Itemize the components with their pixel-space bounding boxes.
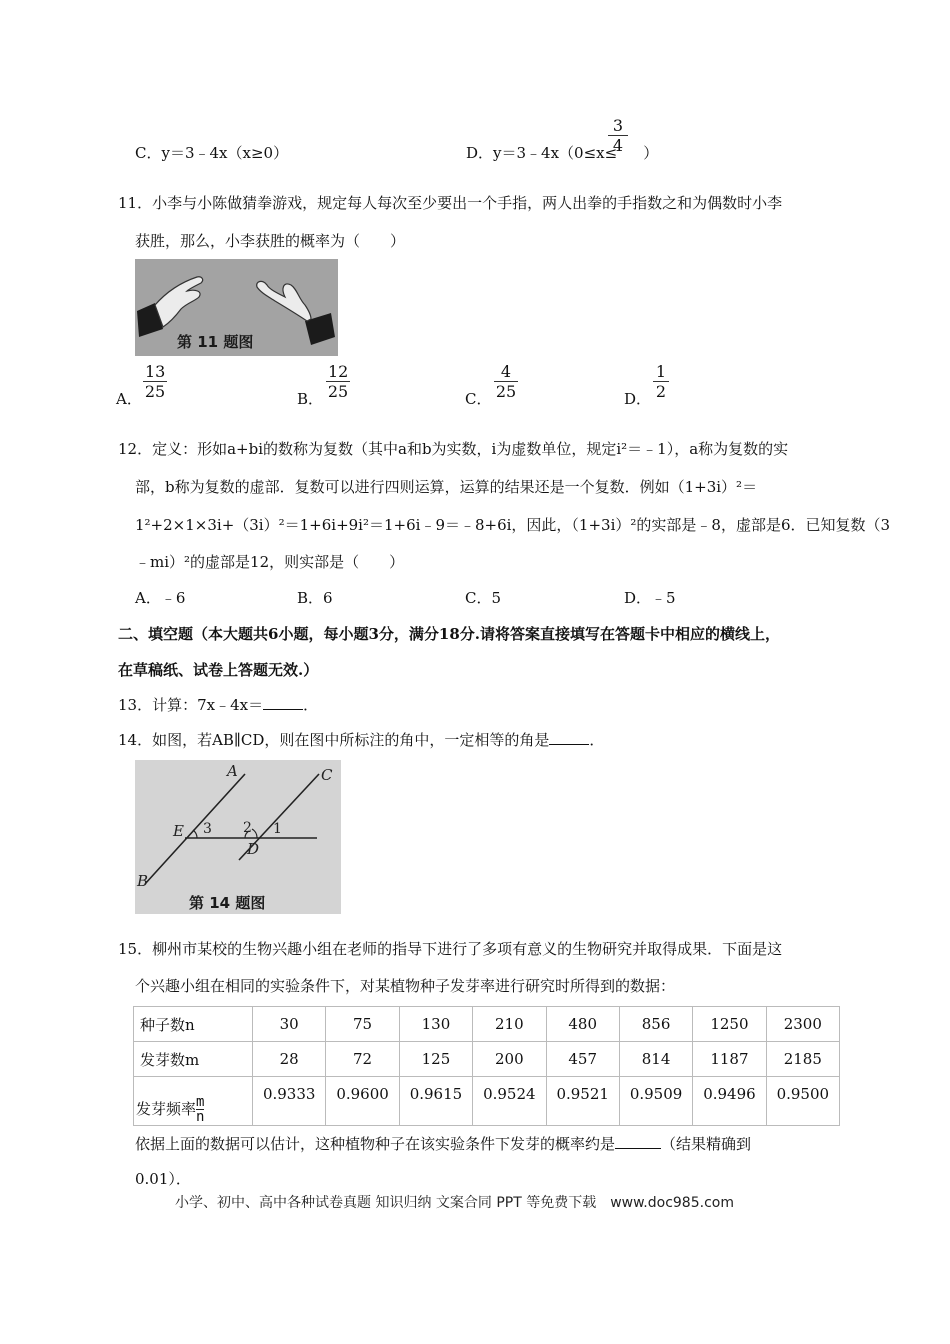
point-d-label: D: [247, 840, 260, 858]
table-cell: 457: [546, 1042, 619, 1077]
table-cell: 200: [473, 1042, 546, 1077]
q11-hands-figure: [135, 259, 338, 356]
table-cell: 1187: [693, 1042, 766, 1077]
row-head-germination-rate: [134, 1077, 253, 1126]
q12-option-d: D．﹣5: [624, 589, 676, 607]
table-cell: 1250: [693, 1007, 766, 1042]
table-cell: 0.9509: [619, 1077, 692, 1126]
angle-3-label: 3: [203, 821, 212, 837]
q15-after-text: 依据上面的数据可以估计，这种植物种子在该实验条件下发芽的概率约是: [135, 1135, 616, 1153]
table-cell: 28: [253, 1042, 326, 1077]
q12-line3: 1²+2×1×3i+（3i）²＝1+6i+9i²＝1+6i﹣9＝﹣8+6i，因此，（1+3i）²的实部是﹣8，虚部是6．已知复数（3: [135, 516, 891, 534]
q14-answer-blank: [549, 730, 589, 745]
q11-figure-caption: 第 11 题图: [177, 333, 254, 351]
q11-option-c-fraction: [494, 364, 518, 400]
q15-line1: 15．柳州市某校的生物兴趣小组在老师的指导下进行了多项有意义的生物研究并取得成果．下面是这: [118, 940, 783, 958]
q12-line2: 部，b称为复数的虚部．复数可以进行四则运算，运算的结果还是一个复数．例如（1+3i）²＝: [135, 478, 758, 496]
q12-line1: 12．定义：形如a+bi的数称为复数（其中a和b为实数，i为虚数单位，规定i²＝﹣1），a称为复数的实: [118, 440, 789, 458]
q10-option-c: C．y＝3﹣4x（x≥0）: [135, 144, 289, 162]
parallel-lines-diagram: [135, 760, 341, 914]
q12-option-b: B．6: [297, 589, 333, 607]
q11-d-den: 2: [655, 382, 667, 401]
q12-line4: ﹣mi）²的虚部是12，则实部是（ ）: [135, 553, 405, 571]
angle-2-label: 2: [243, 820, 252, 836]
q14-text: 14．如图，若AB∥CD，则在图中所标注的角中，一定相等的角是: [118, 731, 550, 749]
q10-option-d-prefix: D．y＝3﹣4x（0≤x≤: [466, 144, 618, 162]
section2-heading-line1: 二、填空题（本大题共6小题，每小题3分，满分18分.请将答案直接填写在答题卡中相应的横线上，: [118, 625, 780, 643]
q11-option-a-label: A．: [116, 390, 142, 408]
row-head-germinated-count: 发芽数m: [134, 1042, 253, 1077]
table-cell: 75: [326, 1007, 399, 1042]
q15-after-end: （结果精确到: [661, 1135, 752, 1153]
table-cell: 130: [399, 1007, 472, 1042]
q14-parallel-lines-figure: [135, 760, 341, 914]
q11-c-num: 4: [494, 364, 518, 382]
angle-1-label: 1: [273, 821, 282, 837]
table-cell: 125: [399, 1042, 472, 1077]
q11-option-c-label: C．: [465, 390, 492, 408]
rate-frac-den: n: [196, 1109, 205, 1126]
q14: [118, 729, 604, 750]
q13-answer-blank: [263, 695, 303, 710]
table-row-seed-count: [134, 1007, 840, 1042]
q11-line1: 11．小李与小陈做猜拳游戏，规定每人每次至少要出一个手指，两人出拳的手指数之和为偶数时小李: [118, 194, 783, 212]
rate-head-text: 发芽频率: [136, 1099, 197, 1118]
row-head-seed-count: 种子数n: [134, 1007, 253, 1042]
q11-option-b-fraction: [326, 364, 350, 400]
q12-option-c: C．5: [465, 589, 502, 607]
table-cell: 2185: [766, 1042, 839, 1077]
q11-line2: 获胜，那么，小李获胜的概率为（ ）: [135, 232, 406, 250]
rate-head-fraction: [196, 1095, 204, 1125]
table-row-germination-rate: [134, 1077, 840, 1126]
table-cell: 0.9600: [326, 1077, 399, 1126]
q11-option-a-fraction: [143, 364, 167, 400]
table-cell: 0.9615: [399, 1077, 472, 1126]
point-b-label: B: [137, 872, 149, 890]
table-cell: 0.9333: [253, 1077, 326, 1126]
point-a-label: A: [227, 762, 238, 780]
germination-data-table: [133, 1006, 840, 1126]
q11-option-d-fraction: [653, 364, 669, 400]
q13-end: ．: [303, 696, 319, 714]
q10-d-frac-den: 4: [612, 136, 624, 155]
q14-figure-caption: 第 14 题图: [189, 894, 266, 912]
table-cell: 210: [473, 1007, 546, 1042]
table-cell: 814: [619, 1042, 692, 1077]
table-cell: 0.9524: [473, 1077, 546, 1126]
q10-d-frac-num: 3: [608, 118, 628, 136]
table-cell: 0.9500: [766, 1077, 839, 1126]
point-e-label: E: [173, 822, 184, 840]
q11-b-num: 12: [328, 362, 349, 381]
table-cell: 0.9521: [546, 1077, 619, 1126]
rate-frac-num: m: [196, 1093, 205, 1110]
table-cell: 30: [253, 1007, 326, 1042]
q15-after-line2: 0.01）．: [135, 1170, 191, 1188]
q15-answer-blank: [615, 1134, 661, 1149]
q11-c-den: 25: [495, 382, 517, 401]
q10-option-d: [466, 142, 658, 163]
q13-text: 13．计算：7x﹣4x＝: [118, 696, 264, 714]
q11-b-den: 25: [327, 382, 349, 401]
q10-option-d-suffix: ）: [643, 144, 659, 162]
q15-after-line1: [135, 1133, 751, 1154]
q11-a-num: 13: [145, 362, 166, 381]
page-footer: 小学、初中、高中各种试卷真题 知识归纳 文案合同 PPT 等免费下载 www.doc985.com: [175, 1195, 734, 1211]
table-cell: 480: [546, 1007, 619, 1042]
q15-line2: 个兴趣小组在相同的实验条件下，对某植物种子发芽率进行研究时所得到的数据：: [135, 977, 676, 995]
q11-d-num: 1: [653, 364, 669, 382]
table-cell: 2300: [766, 1007, 839, 1042]
q12-option-a: A．﹣6: [135, 589, 186, 607]
table-cell: 856: [619, 1007, 692, 1042]
point-c-label: C: [321, 766, 333, 784]
q11-a-den: 25: [144, 382, 166, 401]
q11-option-d-label: D．: [624, 390, 652, 408]
section2-heading-line2: 在草稿纸、试卷上答题无效.）: [118, 661, 319, 679]
q14-end: ．: [589, 731, 605, 749]
q11-option-b-label: B．: [297, 390, 324, 408]
table-cell: 0.9496: [693, 1077, 766, 1126]
q10-option-d-fraction: [608, 118, 628, 154]
table-cell: 72: [326, 1042, 399, 1077]
table-row-germinated-count: [134, 1042, 840, 1077]
q13: [118, 694, 318, 715]
